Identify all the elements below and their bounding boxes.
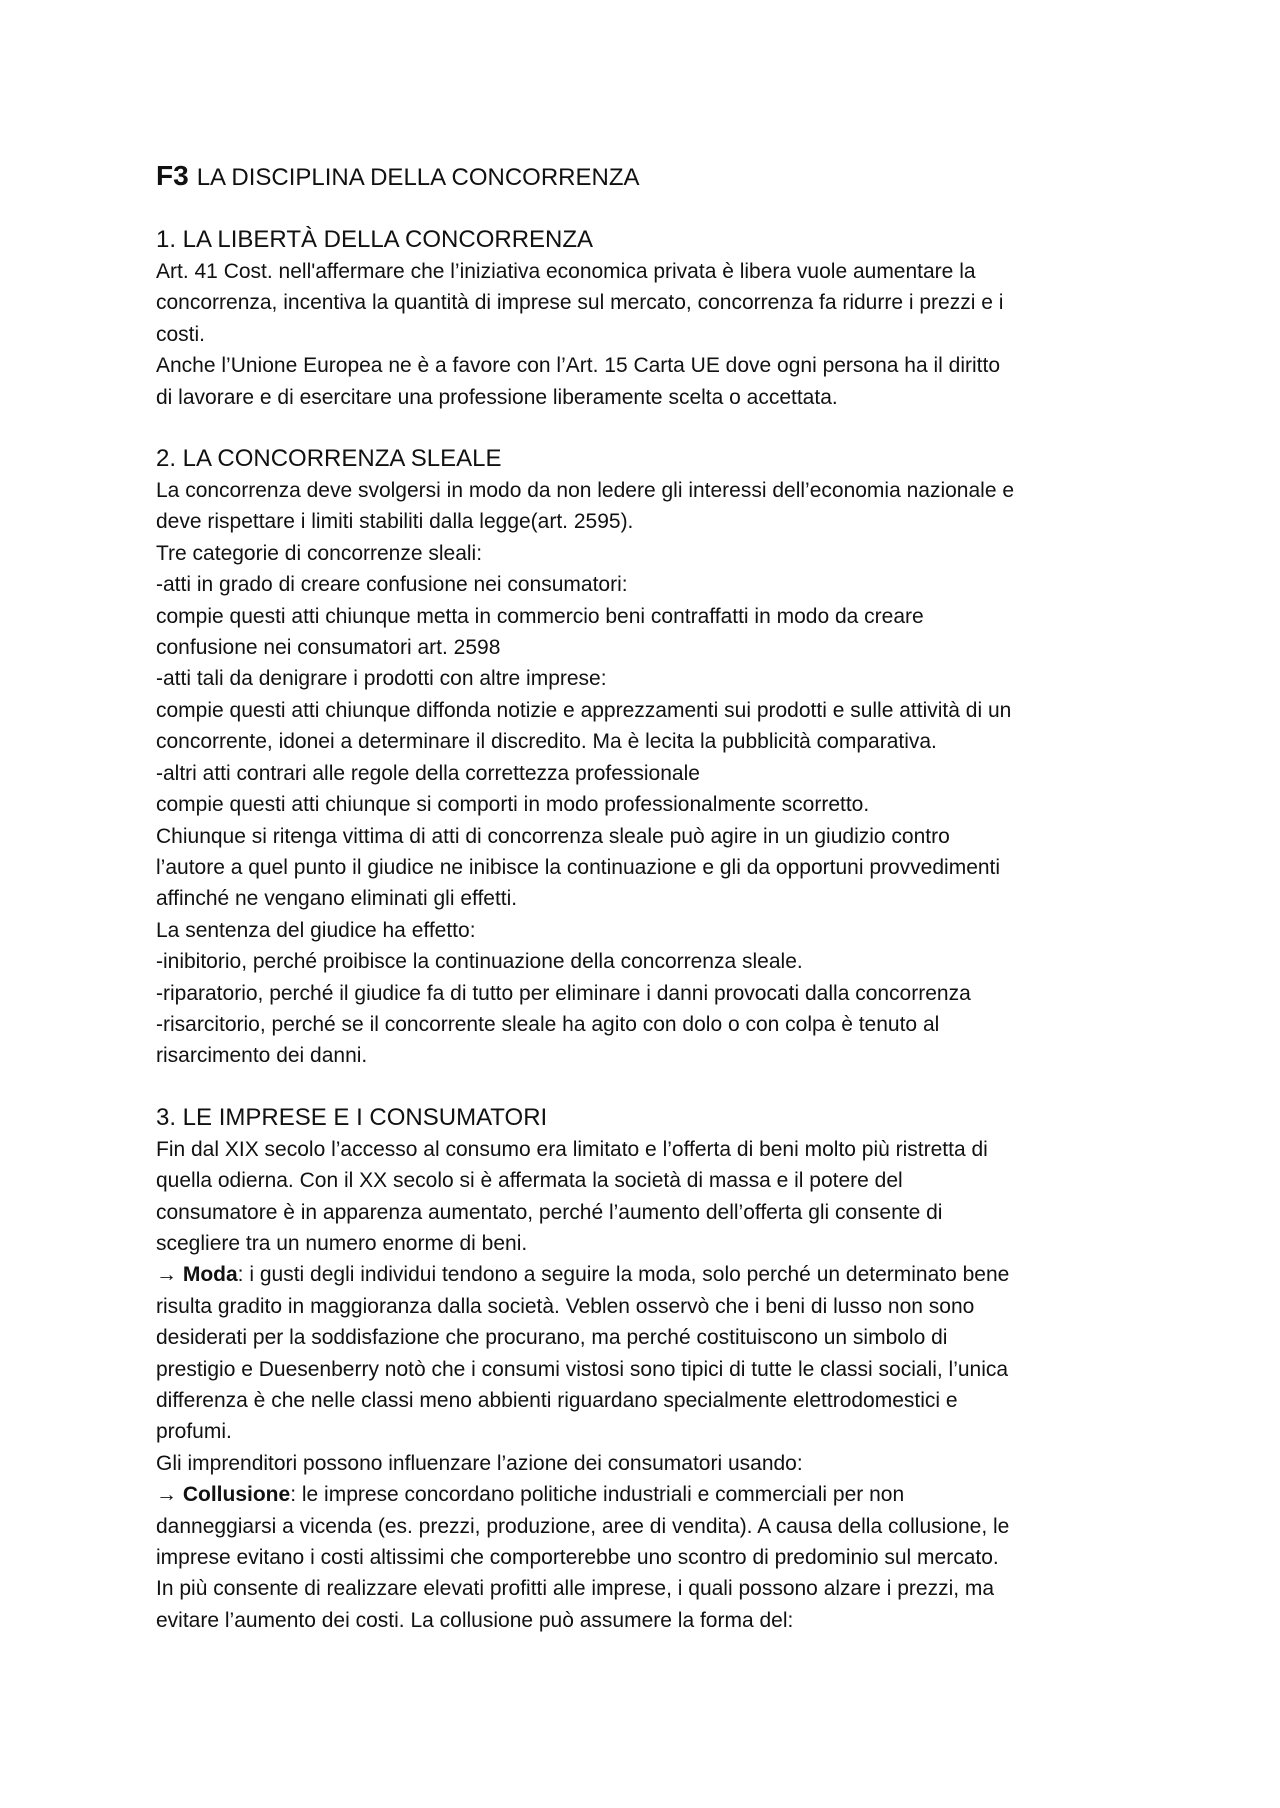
section-heading: 2. LA CONCORRENZA SLEALE xyxy=(156,445,502,473)
text-line: risarcimento dei danni. xyxy=(156,1044,368,1068)
text-line: -inibitorio, perché proibisce la continuazione della concorrenza sleale. xyxy=(156,950,803,974)
text-line: concorrente, idonei a determinare il discredito. Ma è lecita la pubblicità comparativa. xyxy=(156,730,937,754)
text-line: quella odierna. Con il XX secolo si è affermata la società di massa e il potere del xyxy=(156,1169,903,1193)
text-line: compie questi atti chiunque metta in commercio beni contraffatti in modo da creare xyxy=(156,604,924,628)
text-line: l’autore a quel punto il giudice ne inibisce la continuazione e gli da opportuni provvedimenti xyxy=(156,855,1001,879)
text-line: compie questi atti chiunque si comporti in modo professionalmente scorretto. xyxy=(156,793,870,817)
section-2 xyxy=(156,443,1136,1072)
text-line: Gli imprenditori possono influenzare l’azione dei consumatori usando: xyxy=(156,1451,803,1475)
text-line: Chiunque si ritenga vittima di atti di concorrenza sleale può agire in un giudizio contro xyxy=(156,824,950,848)
text-line: di lavorare e di esercitare una professione liberamente scelta o accettata. xyxy=(156,385,838,409)
document-body xyxy=(156,224,1136,1636)
text-line: In più consente di realizzare elevati profitti alle imprese, i quali possono alzare i prezzi, ma xyxy=(156,1577,995,1601)
arrow-prefix: → xyxy=(156,1483,183,1507)
document-title xyxy=(156,160,1136,194)
text-line: profumi. xyxy=(156,1420,232,1444)
text-line: -riparatorio, perché il giudice fa di tutto per eliminare i danni provocati dalla concorrenza xyxy=(156,981,971,1005)
section-heading: 1. LA LIBERTÀ DELLA CONCORRENZA xyxy=(156,226,594,253)
text-line: evitare l’aumento dei costi. La collusione può assumere la forma del: xyxy=(156,1608,794,1632)
text-line: confusione nei consumatori art. 2598 xyxy=(156,636,501,660)
arrow-prefix: → xyxy=(156,1263,183,1287)
text-line: -risarcitorio, perché se il concorrente sleale ha agito con dolo o con colpa è tenuto al xyxy=(156,1012,940,1036)
section-3 xyxy=(156,1102,1136,1637)
text-line: desiderati per la soddisfazione che procurano, ma perché costituiscono un simbolo di xyxy=(156,1326,948,1350)
line-rest: : le imprese concordano politiche industriali e commerciali per non xyxy=(290,1483,905,1507)
text-line: Tre categorie di concorrenze sleali: xyxy=(156,541,483,565)
text-line: scegliere tra un numero enorme di beni. xyxy=(156,1231,528,1255)
text-line: imprese evitano i costi altissimi che comporterebbe uno scontro di predominio sul mercato. xyxy=(156,1546,999,1570)
text-line: danneggiarsi a vicenda (es. prezzi, produzione, aree di vendita). A causa della collusione, le xyxy=(156,1514,1010,1538)
text-line: Anche l’Unione Europea ne è a favore con l’Art. 15 Carta UE dove ogni persona ha il diritto xyxy=(156,354,1000,378)
line-rest: : i gusti degli individui tendono a seguire la moda, solo perché un determinato bene xyxy=(237,1263,1010,1287)
text-line: affinché ne vengano eliminati gli effetti. xyxy=(156,887,518,911)
text-line: compie questi atti chiunque diffonda notizie e apprezzamenti sui prodotti e sulle attività di un xyxy=(156,698,1012,722)
text-line: concorrenza, incentiva la quantità di imprese sul mercato, concorrenza fa ridurre i prezzi e i xyxy=(156,291,1004,315)
text-line xyxy=(156,1479,1136,1510)
section-1 xyxy=(156,224,1136,413)
text-line: risulta gradito in maggioranza dalla società. Veblen osservò che i beni di lusso non sono xyxy=(156,1294,975,1318)
document-title-code: F3 xyxy=(156,160,189,191)
bold-term: Collusione xyxy=(182,1483,291,1507)
text-line: costi. xyxy=(156,322,206,346)
text-line: -atti in grado di creare confusione nei consumatori: xyxy=(156,573,628,597)
text-line: Art. 41 Cost. nell'affermare che l’iniziativa economica privata è libera vuole aumentare la xyxy=(156,260,976,283)
text-line: Fin dal XIX secolo l’accesso al consumo era limitato e l’offerta di beni molto più ristretta di xyxy=(156,1137,988,1161)
text-line: -altri atti contrari alle regole della correttezza professionale xyxy=(156,761,700,785)
text-line xyxy=(156,1259,1136,1290)
document-page xyxy=(156,160,1136,1666)
text-line: prestigio e Duesenberry notò che i consumi vistosi sono tipici di tutte le classi sociali, l’unica xyxy=(156,1357,1009,1381)
text-line: La sentenza del giudice ha effetto: xyxy=(156,918,476,942)
text-line: differenza è che nelle classi meno abbienti riguardano specialmente elettrodomestici e xyxy=(156,1389,958,1412)
bold-term: Moda xyxy=(182,1263,238,1287)
document-title-text: LA DISCIPLINA DELLA CONCORRENZA xyxy=(196,164,640,191)
text-line: consumatore è in apparenza aumentato, perché l’aumento dell’offerta gli consente di xyxy=(156,1200,943,1224)
text-line: -atti tali da denigrare i prodotti con altre imprese: xyxy=(156,667,607,691)
text-line: La concorrenza deve svolgersi in modo da non ledere gli interessi dell’economia nazionale e xyxy=(156,479,1015,503)
section-heading: 3. LE IMPRESE E I CONSUMATORI xyxy=(156,1103,548,1131)
text-line: deve rispettare i limiti stabiliti dalla legge(art. 2595). xyxy=(156,510,634,534)
